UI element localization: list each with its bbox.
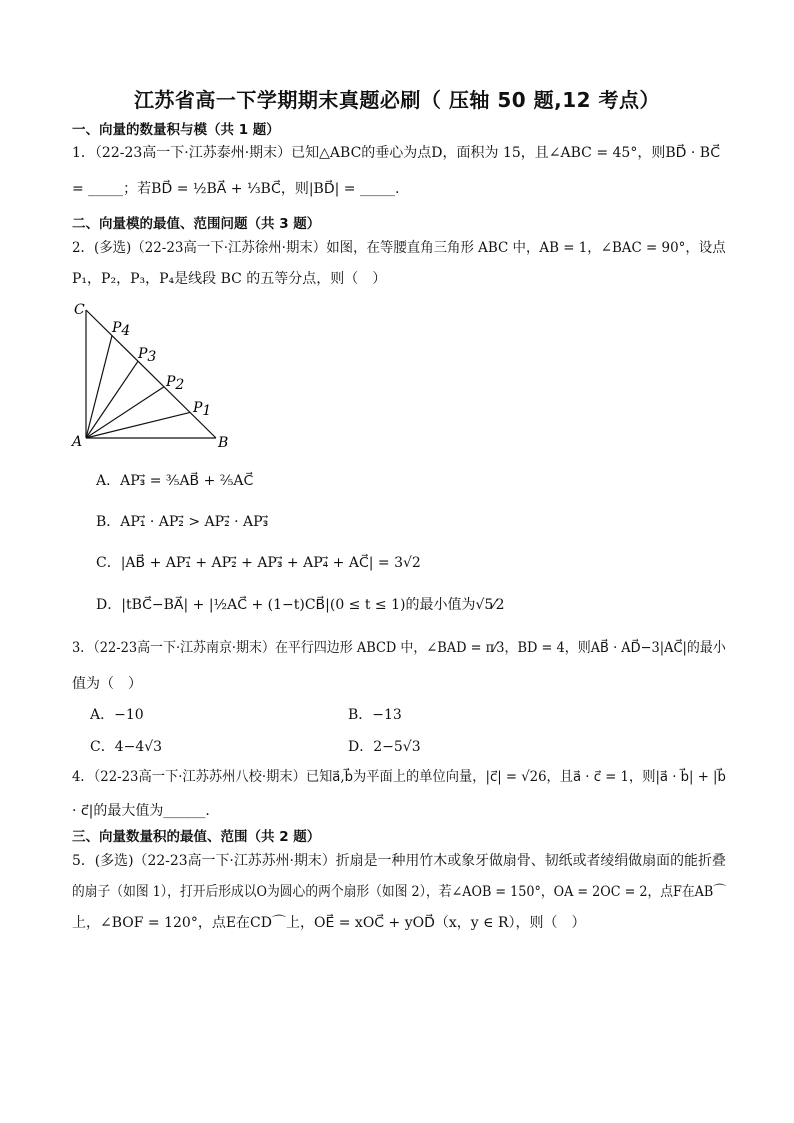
q3-option-a: A．−10 bbox=[90, 707, 144, 723]
section-heading-1: 一、向量的数量积与模（共 1 题） bbox=[72, 122, 280, 138]
q5-line-3: 上，∠BOF = 120°，点E在CD⌒上，OE⃗ = xOC⃗ + yOD⃗（x，y ∈ R），则（ ） bbox=[72, 915, 586, 931]
label-p4: P4 bbox=[112, 320, 131, 339]
segment-ap3 bbox=[86, 361, 138, 438]
q2-option-a: A．AP₃⃗ = ³⁄₅AB⃗ + ²⁄₅AC⃗ bbox=[96, 473, 254, 489]
segment-ap2 bbox=[86, 387, 164, 438]
q4-line-2: · c⃗|的最大值为______. bbox=[72, 803, 210, 819]
page-title: 江苏省高一下学期期末真题必刷（ 压轴 50 题,12 考点） bbox=[133, 88, 661, 112]
q4-line-1: 4．（22-23高一下·江苏苏州八校·期末）已知a⃗,b⃗为平面上的单位向量，|c⃗| = √26，且a⃗ · c⃗ = 1，则|a⃗ · b⃗| + |b⃗ bbox=[72, 769, 726, 785]
q3-option-c: C．4−4√3 bbox=[90, 739, 163, 755]
q2-option-b: B．AP₁⃗ · AP₂⃗ > AP₂⃗ · AP₃⃗ bbox=[96, 514, 269, 530]
q3-line-2: 值为（ ） bbox=[72, 676, 142, 692]
section-heading-3: 三、向量数量积的最值、范围（共 2 题） bbox=[72, 829, 321, 845]
segment-ap1 bbox=[86, 412, 190, 438]
q3-line-1: 3．（22-23高一下·江苏南京·期末）在平行四边形 ABCD 中，∠BAD = π⁄3，BD = 4，则AB⃗ · AD⃗−3|AC⃗|的最小 bbox=[72, 640, 726, 656]
q2-option-c: C．|AB⃗ + AP₁⃗ + AP₂⃗ + AP₃⃗ + AP₄⃗ + AC⃗| = 3√2 bbox=[96, 555, 421, 571]
section-heading-2: 二、向量模的最值、范围问题（共 3 题） bbox=[72, 216, 321, 232]
label-c: C bbox=[74, 302, 85, 318]
q2-line-1: 2．(多选)（22-23高一下·江苏徐州·期末）如图，在等腰直角三角形 ABC 中，AB = 1，∠BAC = 90°，设点 bbox=[72, 240, 726, 256]
label-a: A bbox=[72, 434, 83, 450]
label-b: B bbox=[218, 435, 229, 451]
triangle-figure bbox=[68, 296, 238, 452]
q5-line-2: 的扇子（如图 1），打开后形成以O为圆心的两个扇形（如图 2），若∠AOB = 150°，OA = 2OC = 2，点F在AB⌒ bbox=[72, 884, 727, 900]
q3-option-b: B．−13 bbox=[348, 707, 402, 723]
q2-option-d: D．|tBC⃗−BA⃗| + |½AC⃗ + (1−t)CB⃗|(0 ≤ t ≤ 1)的最小值为√5⁄2 bbox=[96, 597, 505, 613]
q3-option-d: D．2−5√3 bbox=[348, 739, 421, 755]
segment-ap4 bbox=[86, 336, 112, 438]
q1-line-1: 1．（22-23高一下·江苏泰州·期末）已知△ABC的垂心为点D，面积为 15，且∠ABC = 45°，则BD⃗ · BC⃗ bbox=[72, 145, 721, 161]
label-p2: P2 bbox=[166, 374, 185, 393]
label-p3: P3 bbox=[138, 346, 157, 365]
segment-bc bbox=[86, 310, 216, 438]
label-p1: P1 bbox=[193, 400, 212, 419]
q2-line-2: P₁，P₂，P₃，P₄是线段 BC 的五等分点，则（ ） bbox=[72, 271, 387, 287]
q1-line-2: = _____；若BD⃗ = ½BA⃗ + ⅓BC⃗，则|BD⃗| = _____. bbox=[72, 181, 400, 197]
q5-line-1: 5．(多选)（22-23高一下·江苏苏州·期末）折扇是一种用竹木或象牙做扇骨、韧纸或者绫绢做扇面的能折叠 bbox=[72, 853, 726, 869]
